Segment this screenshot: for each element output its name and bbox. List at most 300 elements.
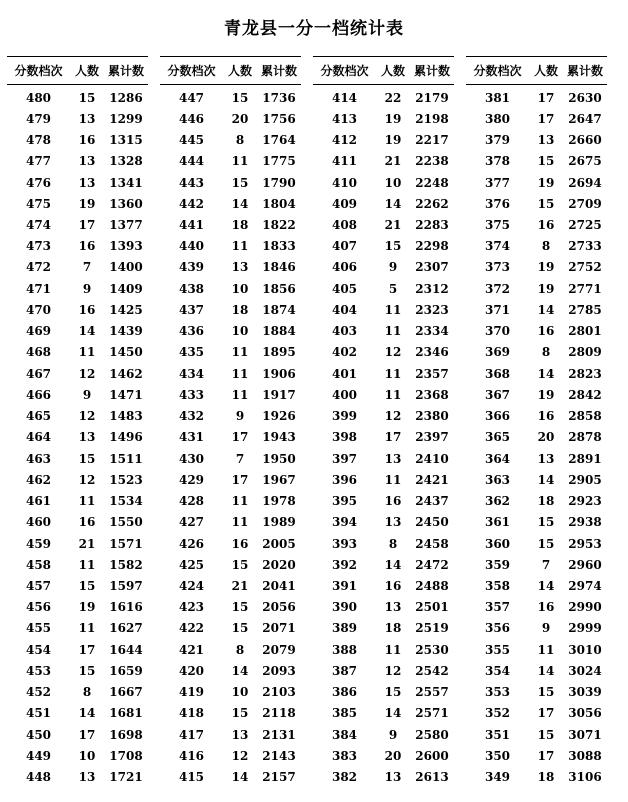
cumulative-cell: 2283 xyxy=(415,218,449,233)
cumulative-cell: 1550 xyxy=(109,515,143,530)
cumulative-cell: 2600 xyxy=(415,748,449,763)
score-cell: 402 xyxy=(331,345,358,360)
table-row xyxy=(313,406,454,427)
score-cell: 417 xyxy=(178,727,205,742)
cumulative-cell: 3106 xyxy=(568,770,602,785)
table-row xyxy=(160,639,301,660)
score-cell: 405 xyxy=(331,281,358,296)
table-header xyxy=(313,57,454,84)
count-cell: 17 xyxy=(78,218,96,233)
score-cell: 382 xyxy=(331,770,358,785)
cumulative-cell: 1874 xyxy=(262,302,296,317)
cumulative-cell: 3056 xyxy=(568,706,602,721)
table-row xyxy=(313,660,454,681)
table-row xyxy=(7,448,148,469)
score-cell: 452 xyxy=(25,685,52,700)
table-row xyxy=(7,767,148,788)
score-cell: 412 xyxy=(331,133,358,148)
score-cell: 356 xyxy=(484,621,511,636)
cumulative-cell: 1328 xyxy=(109,154,143,169)
table-row xyxy=(7,278,148,299)
table-header xyxy=(7,57,148,84)
cumulative-cell: 2630 xyxy=(568,90,602,105)
score-cell: 364 xyxy=(484,451,511,466)
score-cell: 435 xyxy=(178,345,205,360)
count-cell: 11 xyxy=(231,366,249,381)
cumulative-cell: 2488 xyxy=(415,579,449,593)
score-cell: 357 xyxy=(484,600,511,615)
cumulative-cell: 2472 xyxy=(415,557,449,572)
score-cell: 379 xyxy=(484,133,511,148)
count-cell: 14 xyxy=(384,557,402,572)
count-cell: 11 xyxy=(384,472,402,487)
cumulative-cell: 1409 xyxy=(109,281,143,296)
table-row xyxy=(466,469,607,490)
cumulative-cell: 1978 xyxy=(262,494,296,509)
table-row xyxy=(466,406,607,427)
cumulative-cell: 1315 xyxy=(109,133,143,148)
table-row xyxy=(313,278,454,299)
count-cell: 15 xyxy=(537,685,555,700)
table-row xyxy=(313,597,454,618)
table-row xyxy=(313,745,454,766)
page-title: 青龙县一分一档统计表 xyxy=(224,19,404,39)
table-row xyxy=(160,151,301,172)
cumulative-cell: 2905 xyxy=(568,472,602,487)
count-cell: 19 xyxy=(384,111,402,126)
cumulative-cell: 2974 xyxy=(568,579,602,593)
table-row xyxy=(313,299,454,320)
table-row xyxy=(466,342,607,363)
score-cell: 360 xyxy=(484,536,511,551)
column-header: 累计数 xyxy=(566,64,603,78)
count-cell: 8 xyxy=(541,345,551,360)
score-cell: 479 xyxy=(25,111,52,126)
cumulative-cell: 2923 xyxy=(568,494,602,509)
score-cell: 355 xyxy=(484,642,511,657)
cumulative-cell: 1616 xyxy=(109,600,143,615)
table-row xyxy=(160,214,301,235)
score-cell: 456 xyxy=(25,600,52,615)
cumulative-cell: 2823 xyxy=(568,366,602,381)
table-row xyxy=(7,469,148,490)
count-cell: 14 xyxy=(537,302,555,317)
table-row xyxy=(313,533,454,554)
table-row xyxy=(466,193,607,214)
table-row xyxy=(466,660,607,681)
cumulative-cell: 2878 xyxy=(568,430,602,445)
count-cell: 13 xyxy=(537,133,555,148)
score-table-block xyxy=(160,56,301,788)
score-cell: 460 xyxy=(25,515,52,530)
count-cell: 13 xyxy=(78,430,96,445)
cumulative-cell: 2437 xyxy=(415,494,449,509)
table-row xyxy=(7,660,148,681)
count-cell: 11 xyxy=(537,642,555,657)
table-row xyxy=(160,321,301,342)
cumulative-cell: 2103 xyxy=(262,685,296,700)
cumulative-cell: 2071 xyxy=(262,621,296,636)
cumulative-cell: 1571 xyxy=(109,536,143,551)
table-row xyxy=(466,767,607,788)
count-cell: 17 xyxy=(384,430,402,445)
score-cell: 437 xyxy=(178,302,205,317)
cumulative-cell: 1393 xyxy=(109,239,143,254)
score-cell: 389 xyxy=(331,621,358,636)
score-cell: 370 xyxy=(484,324,511,339)
score-cell: 455 xyxy=(25,621,52,636)
cumulative-cell: 1360 xyxy=(109,196,143,211)
cumulative-cell: 1627 xyxy=(109,621,143,636)
table-row xyxy=(466,172,607,193)
score-cell: 444 xyxy=(178,154,205,169)
cumulative-cell: 1790 xyxy=(262,175,296,190)
cumulative-cell: 2334 xyxy=(415,324,449,339)
column-header: 分数档次 xyxy=(473,64,522,78)
cumulative-cell: 1926 xyxy=(262,409,296,424)
score-cell: 462 xyxy=(25,472,52,487)
count-cell: 11 xyxy=(384,366,402,381)
count-cell: 16 xyxy=(537,600,555,615)
cumulative-cell: 3010 xyxy=(568,642,602,657)
cumulative-cell: 1582 xyxy=(109,557,143,572)
score-cell: 410 xyxy=(331,175,358,190)
score-cell: 467 xyxy=(25,366,52,381)
cumulative-cell: 1681 xyxy=(109,706,143,721)
count-cell: 14 xyxy=(537,579,555,593)
score-cell: 439 xyxy=(178,260,205,275)
cumulative-cell: 3088 xyxy=(568,748,602,763)
table-row xyxy=(7,129,148,150)
cumulative-cell: 2380 xyxy=(415,409,449,424)
cumulative-cell: 1462 xyxy=(109,366,143,381)
score-cell: 420 xyxy=(178,663,205,678)
count-cell: 12 xyxy=(384,345,402,360)
score-cell: 377 xyxy=(484,175,511,190)
table-row xyxy=(313,724,454,745)
score-cell: 394 xyxy=(331,515,358,530)
table-row xyxy=(466,533,607,554)
count-cell: 15 xyxy=(537,154,555,169)
count-cell: 15 xyxy=(384,685,402,700)
count-cell: 21 xyxy=(231,579,249,593)
cumulative-cell: 2542 xyxy=(415,663,449,678)
count-cell: 8 xyxy=(235,133,245,148)
cumulative-cell: 2953 xyxy=(568,536,602,551)
cumulative-cell: 1943 xyxy=(262,430,296,445)
count-cell: 18 xyxy=(537,770,555,785)
table-row xyxy=(160,193,301,214)
count-cell: 15 xyxy=(537,536,555,551)
score-cell: 397 xyxy=(331,451,358,466)
score-cell: 441 xyxy=(178,218,205,233)
score-cell: 450 xyxy=(25,727,52,742)
score-cell: 398 xyxy=(331,430,358,445)
cumulative-cell: 1775 xyxy=(262,154,296,169)
score-cell: 427 xyxy=(178,515,205,530)
cumulative-cell: 1989 xyxy=(262,515,296,530)
score-cell: 375 xyxy=(484,218,511,233)
cumulative-cell: 1286 xyxy=(109,90,143,105)
score-cell: 457 xyxy=(25,579,52,593)
table-row xyxy=(313,129,454,150)
cumulative-cell: 2179 xyxy=(415,90,449,105)
count-cell: 14 xyxy=(231,196,249,211)
count-cell: 16 xyxy=(78,239,96,254)
table-row xyxy=(313,427,454,448)
score-cell: 474 xyxy=(25,218,52,233)
score-cell: 367 xyxy=(484,387,511,402)
score-cell: 404 xyxy=(331,302,358,317)
table-row xyxy=(7,108,148,129)
cumulative-cell: 1884 xyxy=(262,324,296,339)
count-cell: 13 xyxy=(537,451,555,466)
count-cell: 15 xyxy=(78,451,96,466)
cumulative-cell: 2891 xyxy=(568,451,602,466)
cumulative-cell: 3071 xyxy=(568,727,602,742)
table-row xyxy=(313,554,454,575)
table-row xyxy=(160,682,301,703)
table-row xyxy=(7,214,148,235)
cumulative-cell: 2458 xyxy=(415,536,449,551)
count-cell: 16 xyxy=(384,494,402,509)
count-cell: 12 xyxy=(78,366,96,381)
count-cell: 15 xyxy=(231,175,249,190)
cumulative-cell: 2771 xyxy=(568,281,602,296)
cumulative-cell: 1523 xyxy=(109,472,143,487)
count-cell: 8 xyxy=(388,536,398,551)
table-row xyxy=(7,193,148,214)
score-cell: 378 xyxy=(484,154,511,169)
score-cell: 352 xyxy=(484,706,511,721)
table-row xyxy=(466,703,607,724)
score-cell: 350 xyxy=(484,748,511,763)
table-row xyxy=(466,745,607,766)
table-row xyxy=(313,193,454,214)
cumulative-cell: 1425 xyxy=(109,302,143,317)
table-row xyxy=(7,342,148,363)
count-cell: 15 xyxy=(384,239,402,254)
table-row xyxy=(313,639,454,660)
table-row xyxy=(466,490,607,511)
count-cell: 10 xyxy=(384,175,402,190)
count-cell: 16 xyxy=(537,409,555,424)
score-cell: 392 xyxy=(331,557,358,572)
cumulative-cell: 2307 xyxy=(415,260,449,275)
table-row xyxy=(160,724,301,745)
table-row xyxy=(313,469,454,490)
score-cell: 390 xyxy=(331,600,358,615)
table-row xyxy=(466,384,607,405)
score-cell: 436 xyxy=(178,324,205,339)
score-cell: 383 xyxy=(331,748,358,763)
cumulative-cell: 2298 xyxy=(415,239,449,254)
table-row xyxy=(466,299,607,320)
cumulative-cell: 1764 xyxy=(262,133,296,148)
score-cell: 374 xyxy=(484,239,511,254)
table-row xyxy=(7,172,148,193)
score-cell: 470 xyxy=(25,302,52,317)
table-row xyxy=(160,618,301,639)
score-cell: 385 xyxy=(331,706,358,721)
count-cell: 8 xyxy=(235,642,245,657)
column-header: 人数 xyxy=(380,64,405,78)
score-cell: 381 xyxy=(484,90,511,105)
table-row xyxy=(466,129,607,150)
score-cell: 465 xyxy=(25,409,52,424)
column-header: 分数档次 xyxy=(14,64,63,78)
table-row xyxy=(466,724,607,745)
score-cell: 454 xyxy=(25,642,52,657)
count-cell: 12 xyxy=(231,748,249,763)
table-row xyxy=(313,448,454,469)
count-cell: 10 xyxy=(231,685,249,700)
table-row xyxy=(160,512,301,533)
score-cell: 419 xyxy=(178,685,205,700)
cumulative-cell: 1450 xyxy=(109,345,143,360)
cumulative-cell: 1377 xyxy=(109,218,143,233)
count-cell: 11 xyxy=(78,494,96,509)
table-row xyxy=(7,745,148,766)
table-row xyxy=(466,554,607,575)
cumulative-cell: 1597 xyxy=(109,579,143,593)
score-cell: 407 xyxy=(331,239,358,254)
column-header: 累计数 xyxy=(260,64,297,78)
score-cell: 353 xyxy=(484,685,511,700)
score-cell: 349 xyxy=(484,770,511,785)
count-cell: 15 xyxy=(78,663,96,678)
table-row xyxy=(160,469,301,490)
count-cell: 16 xyxy=(384,579,402,593)
score-cell: 406 xyxy=(331,260,358,275)
score-cell: 358 xyxy=(484,579,511,593)
count-cell: 11 xyxy=(384,302,402,317)
count-cell: 9 xyxy=(82,281,92,296)
score-cell: 371 xyxy=(484,302,511,317)
count-cell: 11 xyxy=(231,515,249,530)
score-cell: 351 xyxy=(484,727,511,742)
cumulative-cell: 1822 xyxy=(262,218,296,233)
score-cell: 423 xyxy=(178,600,205,615)
table-row xyxy=(466,682,607,703)
table-row xyxy=(313,342,454,363)
count-cell: 15 xyxy=(231,621,249,636)
cumulative-cell: 2675 xyxy=(568,154,602,169)
score-cell: 449 xyxy=(25,748,52,763)
cumulative-cell: 2785 xyxy=(568,302,602,317)
table-row xyxy=(7,533,148,554)
count-cell: 10 xyxy=(231,281,249,296)
score-cell: 361 xyxy=(484,515,511,530)
cumulative-cell: 1511 xyxy=(109,451,143,466)
count-cell: 17 xyxy=(78,727,96,742)
cumulative-cell: 2118 xyxy=(262,706,296,721)
count-cell: 17 xyxy=(537,111,555,126)
score-cell: 388 xyxy=(331,642,358,657)
score-cell: 373 xyxy=(484,260,511,275)
cumulative-cell: 2346 xyxy=(415,345,449,360)
count-cell: 15 xyxy=(537,196,555,211)
score-cell: 418 xyxy=(178,706,205,721)
cumulative-cell: 2694 xyxy=(568,175,602,190)
column-header: 分数档次 xyxy=(167,64,216,78)
score-cell: 432 xyxy=(178,409,205,424)
cumulative-cell: 1833 xyxy=(262,239,296,254)
count-cell: 11 xyxy=(231,154,249,169)
table-row xyxy=(466,618,607,639)
table-row xyxy=(313,321,454,342)
score-cell: 442 xyxy=(178,196,205,211)
table-row xyxy=(313,682,454,703)
score-table-block xyxy=(466,56,607,788)
cumulative-cell: 2157 xyxy=(262,770,296,785)
cumulative-cell: 1756 xyxy=(262,111,296,126)
table-row xyxy=(160,448,301,469)
count-cell: 15 xyxy=(231,706,249,721)
score-cell: 414 xyxy=(331,90,358,105)
score-cell: 393 xyxy=(331,536,358,551)
count-cell: 15 xyxy=(537,727,555,742)
count-cell: 17 xyxy=(537,706,555,721)
cumulative-cell: 1299 xyxy=(109,111,143,126)
cumulative-cell: 2421 xyxy=(415,472,449,487)
cumulative-cell: 1895 xyxy=(262,345,296,360)
count-cell: 19 xyxy=(537,175,555,190)
table-row xyxy=(7,384,148,405)
count-cell: 18 xyxy=(384,621,402,636)
score-cell: 464 xyxy=(25,430,52,445)
cumulative-cell: 2709 xyxy=(568,196,602,211)
count-cell: 19 xyxy=(78,196,96,211)
count-cell: 21 xyxy=(384,154,402,169)
cumulative-cell: 2368 xyxy=(415,387,449,402)
cumulative-cell: 1471 xyxy=(109,387,143,402)
cumulative-cell: 2842 xyxy=(568,387,602,402)
count-cell: 15 xyxy=(78,90,96,105)
count-cell: 14 xyxy=(384,706,402,721)
score-cell: 354 xyxy=(484,663,511,678)
count-cell: 8 xyxy=(541,239,551,254)
column-header: 人数 xyxy=(533,64,558,78)
count-cell: 7 xyxy=(235,451,245,466)
score-cell: 380 xyxy=(484,111,511,126)
score-cell: 461 xyxy=(25,494,52,509)
table-row xyxy=(160,660,301,681)
count-cell: 7 xyxy=(541,557,551,572)
table-row xyxy=(160,767,301,788)
table-row xyxy=(7,554,148,575)
table-row xyxy=(466,597,607,618)
score-cell: 425 xyxy=(178,557,205,572)
score-cell: 415 xyxy=(178,770,205,785)
count-cell: 19 xyxy=(537,260,555,275)
count-cell: 14 xyxy=(78,706,96,721)
score-cell: 453 xyxy=(25,663,52,678)
count-cell: 14 xyxy=(537,472,555,487)
count-cell: 9 xyxy=(235,409,245,424)
score-cell: 363 xyxy=(484,472,511,487)
score-cell: 475 xyxy=(25,196,52,211)
score-cell: 369 xyxy=(484,345,511,360)
score-cell: 413 xyxy=(331,111,358,126)
score-cell: 468 xyxy=(25,345,52,360)
cumulative-cell: 2809 xyxy=(568,345,602,360)
cumulative-cell: 2752 xyxy=(568,260,602,275)
score-cell: 434 xyxy=(178,366,205,381)
count-cell: 14 xyxy=(384,196,402,211)
table-row xyxy=(160,363,301,384)
table-row xyxy=(313,363,454,384)
